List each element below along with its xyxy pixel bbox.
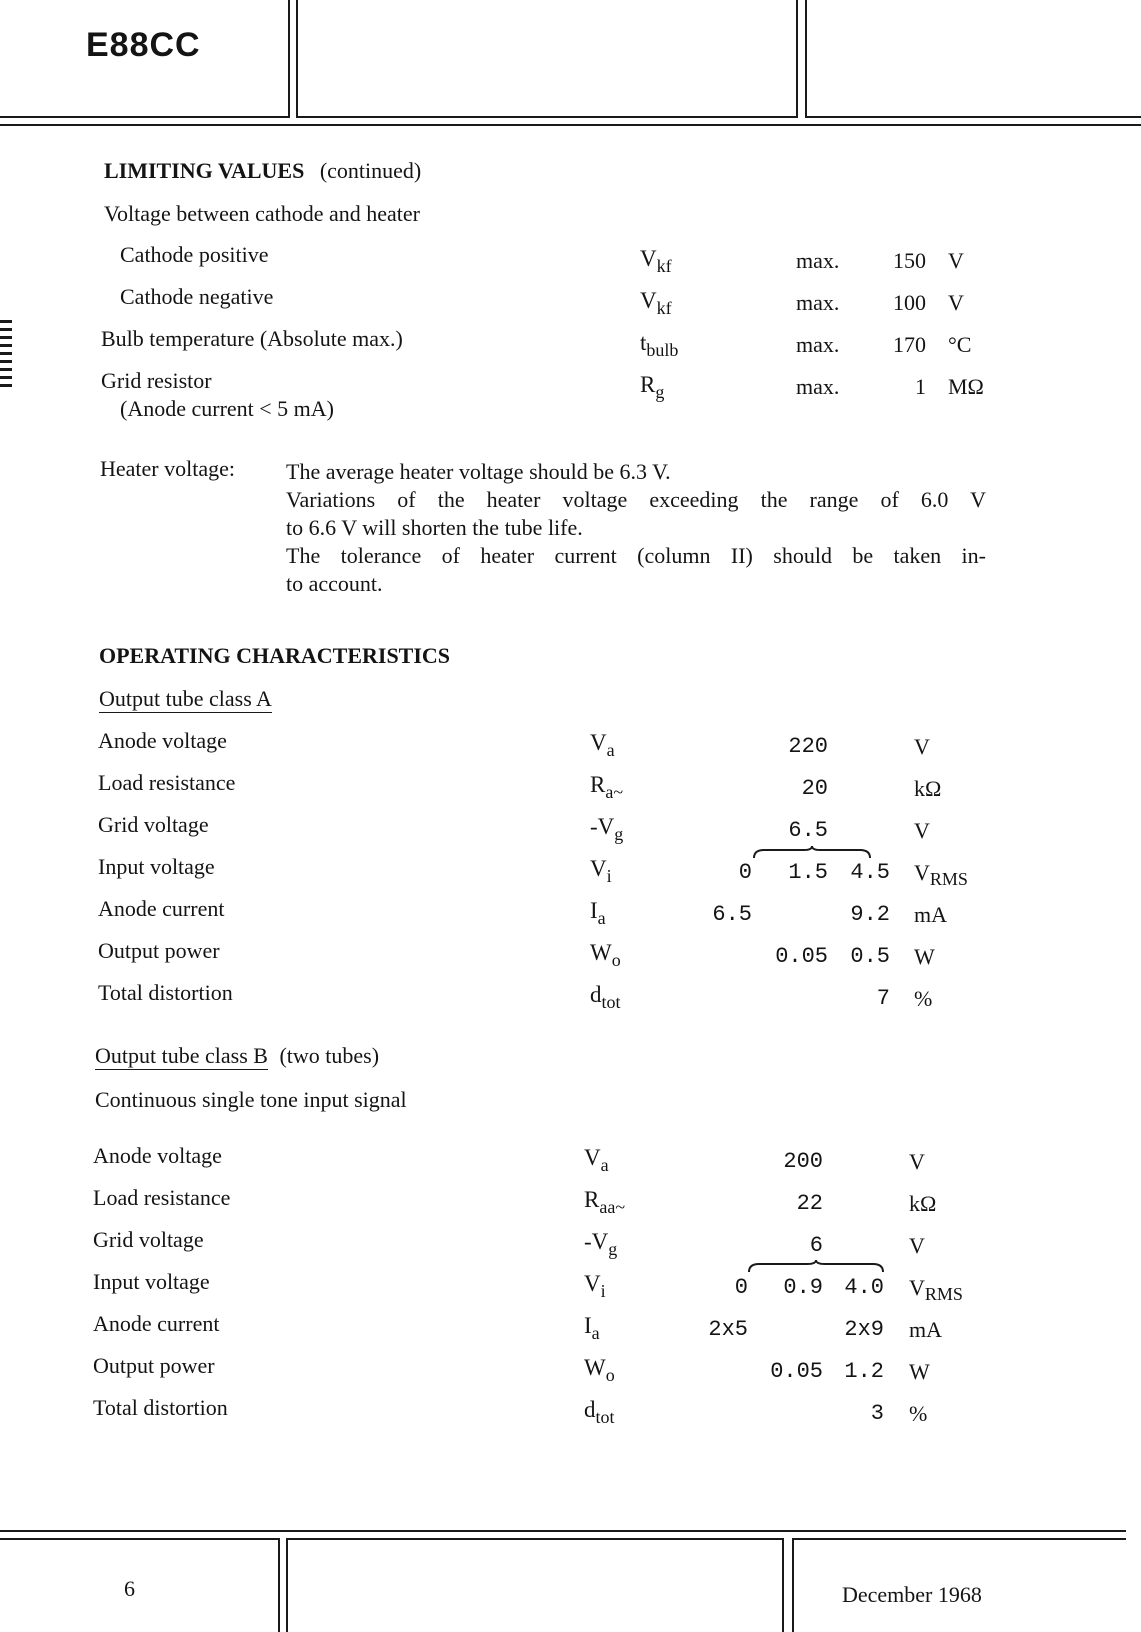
op-symbol — [590, 772, 624, 802]
op-value-c3: 0.5 — [850, 944, 890, 969]
op-value-c3: 4.0 — [844, 1275, 884, 1300]
op-symbol-sub: o — [605, 1365, 615, 1385]
op-value-c2: 0.05 — [770, 1359, 823, 1384]
op-unit-sub: RMS — [929, 869, 968, 889]
op-unit — [909, 1149, 925, 1175]
op-symbol-base: -V — [590, 814, 615, 839]
op-symbol — [584, 1187, 626, 1217]
op-unit — [914, 776, 941, 802]
op-symbol-base: I — [590, 898, 598, 923]
op-symbol-base: d — [590, 982, 602, 1007]
op-value-c2: 200 — [783, 1149, 823, 1174]
limit-symbol — [640, 246, 672, 276]
heater-label: Heater voltage: — [100, 456, 235, 481]
limiting-intro: Voltage between cathode and heater — [104, 201, 421, 226]
op-symbol — [584, 1355, 615, 1385]
op-symbol-sub: i — [600, 1281, 606, 1301]
op-symbol-base: W — [590, 940, 612, 965]
page-number: 6 — [124, 1576, 135, 1601]
op-unit-sub: RMS — [924, 1284, 963, 1304]
limit-symbol-sub: kf — [656, 256, 672, 276]
op-value-c2: 0.9 — [783, 1275, 823, 1300]
classA-title: Output tube class A — [99, 686, 272, 711]
op-label: Input voltage — [93, 1269, 210, 1294]
op-value-c3: 7 — [876, 986, 890, 1011]
op-symbol-sub: aa~ — [599, 1197, 626, 1217]
op-label: Grid voltage — [93, 1227, 204, 1252]
op-unit — [914, 860, 968, 889]
op-unit — [914, 986, 932, 1012]
op-symbol-sub: g — [608, 1239, 618, 1259]
date-stamp: December 1968 — [842, 1582, 982, 1607]
limit-symbol-sub: kf — [656, 298, 672, 318]
op-symbol-base: V — [590, 856, 607, 881]
op-symbol-sub: tot — [601, 992, 621, 1012]
op-symbol — [590, 898, 606, 928]
op-unit-base: W — [909, 1359, 930, 1384]
op-value-c2: 0.05 — [775, 944, 828, 969]
op-label: Grid voltage — [98, 812, 209, 837]
op-value-c1: 0 — [734, 1275, 748, 1300]
op-symbol-base: V — [584, 1145, 601, 1170]
op-symbol-base: I — [584, 1313, 592, 1338]
op-label: Anode current — [93, 1311, 220, 1336]
op-unit — [914, 818, 930, 844]
op-unit — [909, 1233, 925, 1259]
op-symbol-sub: i — [606, 866, 612, 886]
op-value-c2: 22 — [796, 1191, 823, 1216]
op-unit-base: % — [909, 1401, 928, 1426]
limit-label: Grid resistor — [101, 368, 212, 393]
limiting-heading: LIMITING VALUES (continued) — [104, 158, 422, 183]
op-unit-base: V — [914, 818, 930, 843]
op-symbol-sub: a — [600, 1155, 609, 1175]
model-title: E88CC — [86, 26, 201, 64]
op-symbol — [584, 1397, 615, 1427]
limit-max: max. — [796, 290, 840, 315]
op-symbol — [590, 814, 624, 844]
limit-unit: °C — [948, 332, 972, 357]
op-unit-base: V — [914, 734, 930, 759]
op-symbol-base: R — [590, 772, 606, 797]
op-value-c3: 1.2 — [844, 1359, 884, 1384]
limit-symbol-base: V — [640, 246, 657, 271]
classB-intro: Continuous single tone input signal — [95, 1087, 407, 1112]
op-symbol-sub: o — [611, 950, 621, 970]
op-symbol — [590, 730, 615, 760]
op-symbol-base: d — [584, 1397, 596, 1422]
op-value-c1: 0 — [738, 860, 752, 885]
op-symbol-sub: a — [606, 740, 615, 760]
limit-symbol-base: R — [640, 372, 656, 397]
op-symbol — [584, 1313, 600, 1343]
classA-brace — [752, 846, 872, 860]
limit-max: max. — [796, 248, 840, 273]
op-unit-base: kΩ — [909, 1191, 937, 1216]
op-symbol-base: V — [590, 730, 607, 755]
heater-note-line: The tolerance of heater current (column II) should be taken in- — [286, 543, 986, 568]
op-unit — [909, 1401, 927, 1427]
limit-symbol — [640, 330, 679, 360]
op-value-c2: 20 — [801, 776, 828, 801]
op-symbol-sub: a~ — [605, 782, 624, 802]
limit-unit: V — [948, 248, 964, 273]
op-value-c1: 2x5 — [708, 1317, 748, 1342]
op-unit-base: kΩ — [914, 776, 942, 801]
op-value-c2: 6.5 — [788, 818, 828, 843]
op-label: Load resistance — [93, 1185, 231, 1210]
op-unit — [909, 1359, 930, 1385]
op-unit-base: V — [914, 860, 930, 885]
limit-value: 100 — [893, 290, 926, 315]
limit-label-note: (Anode current < 5 mA) — [120, 396, 335, 421]
heater-note-line: to 6.6 V will shorten the tube life. — [286, 515, 583, 540]
op-label: Output power — [93, 1353, 215, 1378]
op-label: Total distortion — [98, 980, 233, 1005]
op-symbol — [584, 1145, 609, 1175]
op-symbol — [590, 982, 621, 1012]
heater-note-line: The average heater voltage should be 6.3 V. — [286, 459, 671, 484]
op-unit — [909, 1191, 936, 1217]
op-symbol-base: V — [584, 1271, 601, 1296]
op-unit-base: % — [914, 986, 933, 1011]
limit-label: Cathode positive — [120, 242, 269, 267]
op-value-c3: 4.5 — [850, 860, 890, 885]
classB-title: Output tube class B (two tubes) — [95, 1043, 380, 1068]
heater-note-line: Variations of the heater voltage exceeding the range of 6.0 V — [286, 487, 986, 512]
op-unit — [914, 944, 935, 970]
op-value-c3: 3 — [870, 1401, 884, 1426]
limit-symbol-base: V — [640, 288, 657, 313]
op-label: Anode voltage — [98, 728, 227, 753]
op-symbol-sub: a — [591, 1323, 600, 1343]
op-symbol-sub: g — [614, 824, 624, 844]
limit-value: 170 — [893, 332, 926, 357]
op-value-c3: 9.2 — [850, 902, 890, 927]
op-label: Output power — [98, 938, 220, 963]
limit-value: 1 — [915, 374, 926, 399]
operating-heading: OPERATING CHARACTERISTICS — [99, 643, 451, 668]
op-unit — [914, 734, 930, 760]
limit-symbol-sub: bulb — [646, 340, 679, 360]
op-symbol — [590, 856, 612, 886]
op-unit — [909, 1317, 942, 1343]
op-symbol — [584, 1271, 606, 1301]
limit-unit: MΩ — [948, 374, 984, 399]
op-symbol-base: -V — [584, 1229, 609, 1254]
op-unit-base: V — [909, 1233, 925, 1258]
op-symbol — [584, 1229, 618, 1259]
op-unit-base: mA — [909, 1317, 942, 1342]
op-symbol — [590, 940, 621, 970]
op-symbol-base: W — [584, 1355, 606, 1380]
op-label: Anode voltage — [93, 1143, 222, 1168]
op-label: Anode current — [98, 896, 225, 921]
limit-label: Bulb temperature (Absolute max.) — [101, 326, 403, 351]
limit-unit: V — [948, 290, 964, 315]
classB-brace — [747, 1260, 885, 1274]
heater-note-line: to account. — [286, 571, 383, 596]
op-unit-base: W — [914, 944, 935, 969]
limit-symbol-sub: g — [655, 382, 665, 402]
limit-symbol — [640, 288, 672, 318]
op-symbol-base: R — [584, 1187, 600, 1212]
limit-max: max. — [796, 332, 840, 357]
op-label: Input voltage — [98, 854, 215, 879]
op-label: Total distortion — [93, 1395, 228, 1420]
op-unit — [914, 902, 947, 928]
limit-symbol-base: t — [640, 330, 647, 355]
limit-max: max. — [796, 374, 840, 399]
op-symbol-sub: a — [597, 908, 606, 928]
op-unit-base: V — [909, 1275, 925, 1300]
limit-label: Cathode negative — [120, 284, 274, 309]
op-value-c1: 6.5 — [712, 902, 752, 927]
op-unit-base: mA — [914, 902, 947, 927]
op-unit — [909, 1275, 963, 1304]
op-value-c3: 2x9 — [844, 1317, 884, 1342]
op-label: Load resistance — [98, 770, 236, 795]
op-value-c2: 1.5 — [788, 860, 828, 885]
op-symbol-sub: tot — [595, 1407, 615, 1427]
limit-symbol — [640, 372, 665, 402]
op-value-c2: 6 — [809, 1233, 823, 1258]
op-value-c2: 220 — [788, 734, 828, 759]
op-unit-base: V — [909, 1149, 925, 1174]
limit-value: 150 — [893, 248, 926, 273]
